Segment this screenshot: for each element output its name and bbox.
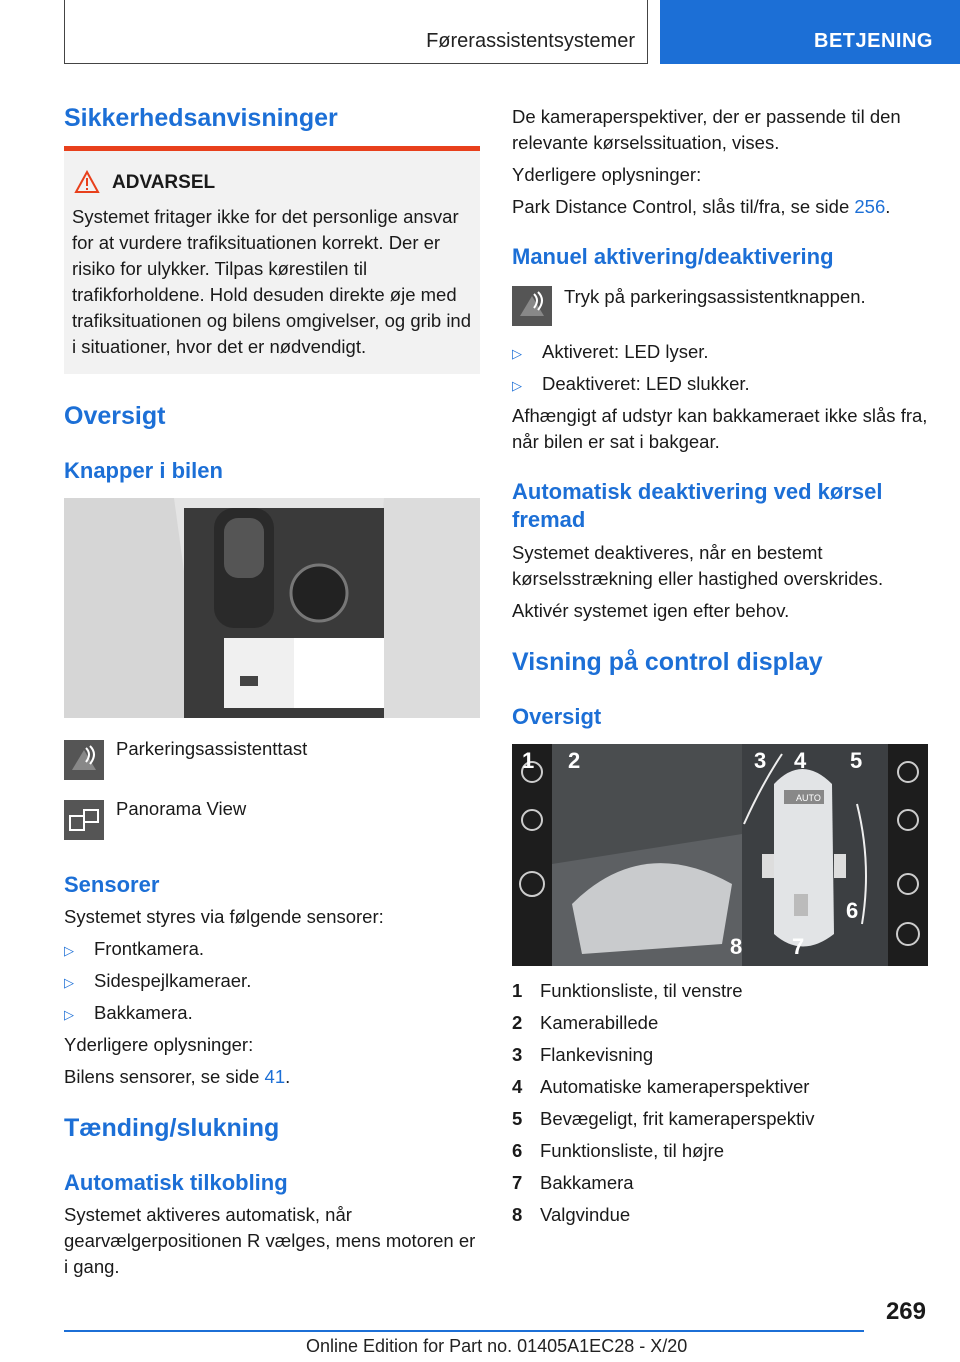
bullet-triangle-icon: ▷ <box>64 975 74 990</box>
intro-text: De kameraperspektiver, der er passende til den relevante kørselssituation, vises. <box>512 106 901 153</box>
heading-overview: Oversigt <box>64 402 166 430</box>
tab-betjening[interactable] <box>660 0 960 64</box>
callout-5: 5 <box>850 748 863 773</box>
sensor-item: ▷ Sidespejlkameraer. <box>64 968 251 996</box>
manual-item: ▷ Aktiveret: LED lyser. <box>512 339 709 367</box>
auto-deactivation-text: Systemet deaktiveres, når en bestemt kørselsstrækning eller hastighed overskrides. <box>512 542 884 589</box>
right-more-info: Yderligere oplysninger: <box>512 164 702 185</box>
legend-item: 8 Valgvindue <box>512 1204 631 1225</box>
panorama-view-icon <box>64 800 104 840</box>
parking-assistant-icon <box>512 286 552 326</box>
center-console-image <box>64 498 480 718</box>
heading-auto-activation: Automatisk tilkobling <box>64 1170 288 1195</box>
heading-sensors: Sensorer <box>64 872 160 897</box>
callout-8: 8 <box>730 934 743 959</box>
sensors-more-info: Yderligere oplysninger: <box>64 1034 254 1055</box>
legend-item: 3 Flankevisning <box>512 1044 654 1065</box>
warning-title: ADVARSEL <box>112 172 216 193</box>
pdc-reference: Park Distance Control, slås til/fra, se side 256. <box>512 196 891 217</box>
callout-2: 2 <box>568 748 581 773</box>
bullet-triangle-icon: ▷ <box>64 1007 74 1022</box>
footer-rule <box>64 1330 864 1332</box>
heading-auto-deactivation: Automatisk deaktivering ved kørsel fremad <box>512 479 883 532</box>
sensors-reference: Bilens sensorer, se side 41. <box>64 1066 291 1087</box>
manual-note: Afhængigt af udstyr kan bakkameraet ikke slås fra, når bilen er sat i bakgear. <box>512 405 928 452</box>
auto-deactivation-note: Aktivér systemet igen efter behov. <box>512 600 790 621</box>
heading-control-display: Visning på control display <box>512 648 823 676</box>
sensor-item: ▷ Frontkamera. <box>64 936 204 964</box>
legend-item: 5 Bevægeligt, frit kameraperspektiv <box>512 1108 815 1129</box>
warning-box <box>64 146 480 374</box>
callout-4: 4 <box>794 748 807 773</box>
header-title: Førerassistentsystemer <box>426 30 635 52</box>
legend-item: 1 Funktionsliste, til venstre <box>512 980 743 1001</box>
heading-safety: Sikkerhedsanvisninger <box>64 104 338 132</box>
page-link[interactable]: 41 <box>264 1066 286 1087</box>
auto-activation-text: Systemet aktiveres automatisk, når gearvælgerpositionen R vælges, mens motoren er i gang. <box>64 1204 476 1277</box>
manual-text: Tryk på parkeringsassistentknappen. <box>564 286 866 307</box>
page-link[interactable]: 256 <box>854 196 886 217</box>
page-number: 269 <box>885 1298 926 1325</box>
heading-on-off: Tænding/slukning <box>64 1114 280 1142</box>
callout-6: 6 <box>846 898 859 923</box>
svg-text:AUTO: AUTO <box>796 793 821 803</box>
manual-item: ▷ Deaktiveret: LED slukker. <box>512 371 750 399</box>
footer-edition: Online Edition for Part no. 01405A1EC28 - X/20 <box>306 1336 688 1356</box>
legend-item: 7 Bakkamera <box>512 1172 634 1193</box>
callout-3: 3 <box>754 748 767 773</box>
callout-1: 1 <box>522 748 535 773</box>
bullet-triangle-icon: ▷ <box>64 943 74 958</box>
heading-buttons: Knapper i bilen <box>64 458 223 483</box>
warning-triangle-icon <box>74 170 100 194</box>
control-display-screenshot <box>512 744 928 966</box>
callout-7: 7 <box>792 934 805 959</box>
legend-item: 6 Funktionsliste, til højre <box>512 1140 725 1161</box>
tab-label: BETJENING <box>814 30 933 52</box>
button-parking-assistant-label: Parkeringsassistenttast <box>116 738 308 759</box>
warning-bar <box>64 146 480 151</box>
heading-display-overview: Oversigt <box>512 704 602 729</box>
button-panorama-view-label: Panorama View <box>116 798 247 819</box>
sensors-intro: Systemet styres via følgende sensorer: <box>64 906 384 927</box>
parking-assistant-icon <box>64 740 104 780</box>
heading-manual: Manuel aktivering/deaktivering <box>512 244 834 269</box>
sensor-item: ▷ Bakkamera. <box>64 1000 193 1028</box>
bullet-triangle-icon: ▷ <box>512 346 522 361</box>
legend-item: 4 Automatiske kameraperspektiver <box>512 1076 810 1097</box>
warning-text: Systemet fritager ikke for det personlige ansvar for at vurdere trafiksituationen korrekt. Der er risiko for ulykker. Tilpas kørestilen til trafikforholdene. Hold desuden direkte øje med trafiksituationen og bilens omgivelser, og grib ind i situationer, hvor det er nødvendigt. <box>72 206 472 357</box>
bullet-triangle-icon: ▷ <box>512 378 522 393</box>
legend-item: 2 Kamerabillede <box>512 1012 659 1033</box>
